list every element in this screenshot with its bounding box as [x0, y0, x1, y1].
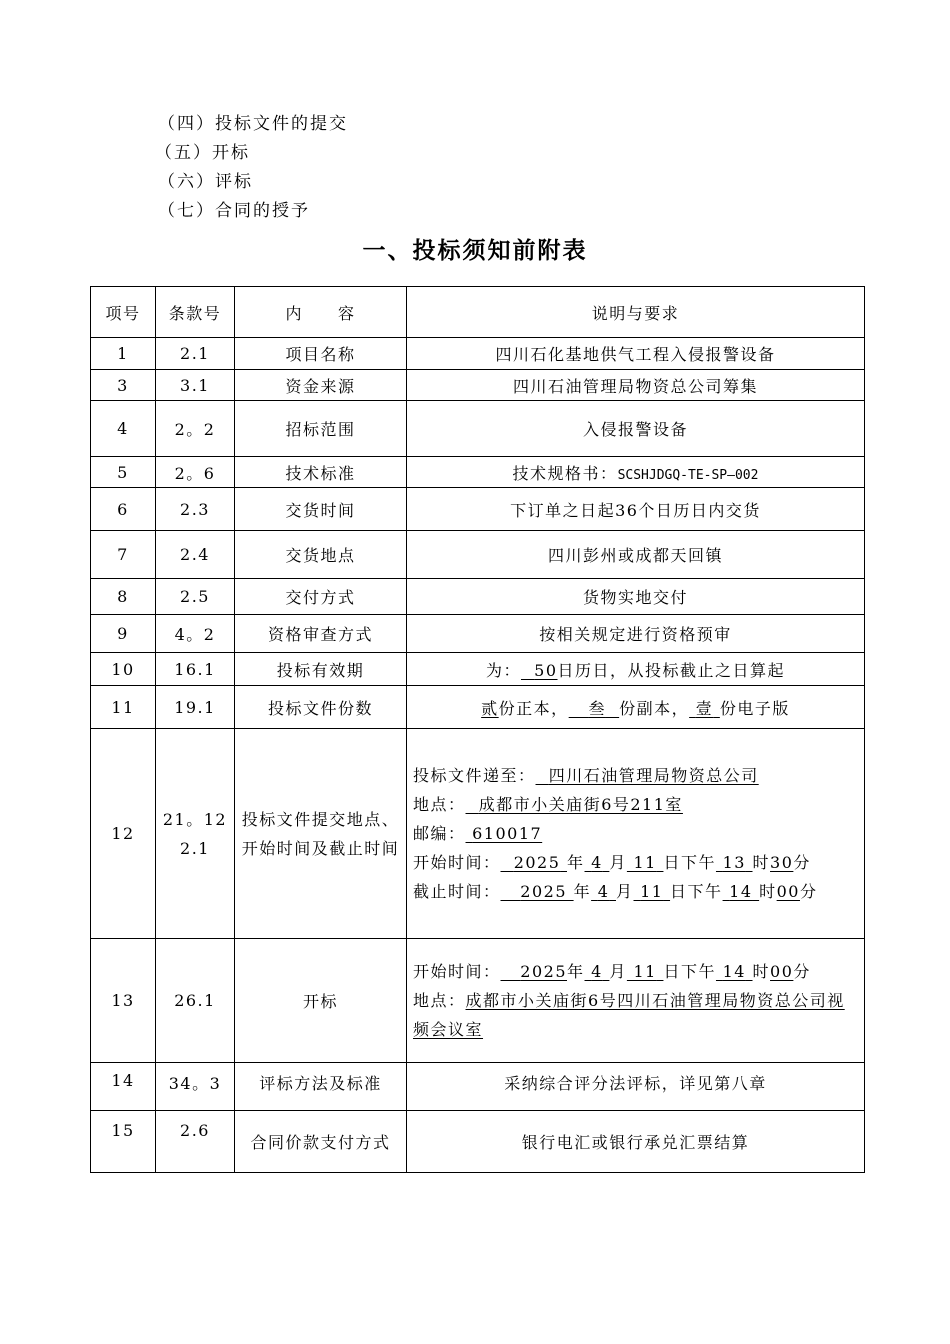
spec-label: 技术规格书： — [512, 463, 618, 483]
original-count: 贰 — [481, 698, 499, 718]
end-hour-value: 14 — [729, 882, 753, 901]
table-row — [91, 531, 865, 579]
row-desc: 四川石化基地供气工程入侵报警设备 — [407, 338, 865, 370]
row-no: 11 — [91, 686, 156, 729]
end-month-value: 4 — [597, 882, 610, 901]
clause-line: 21。12 — [162, 809, 228, 829]
row-desc — [407, 457, 865, 488]
row-no: 4 — [91, 401, 156, 457]
row-clause: 4。2 — [156, 615, 235, 653]
unit-day: 日下午 — [663, 962, 716, 981]
electronic-count — [689, 699, 720, 718]
zip-text: 610017 — [472, 824, 543, 843]
table-row — [91, 579, 865, 615]
start-year — [501, 853, 567, 872]
unit-day: 日下午 — [670, 882, 723, 901]
send-to-text: 四川石油管理局物资总公司 — [548, 766, 759, 785]
send-to-value — [536, 766, 759, 785]
opening-hour-value: 14 — [722, 962, 746, 981]
row-item: 技术标准 — [235, 457, 407, 488]
copy-count — [569, 699, 619, 718]
end-label: 截止时间： — [413, 882, 501, 901]
row-clause: 2.1 — [156, 338, 235, 370]
table-row — [91, 1111, 865, 1173]
opening-label: 开始时间： — [413, 962, 501, 981]
zip-line — [413, 819, 858, 848]
send-to-line — [413, 761, 858, 790]
start-day-value: 11 — [633, 853, 657, 872]
row-no: 5 — [91, 457, 156, 488]
row-no: 10 — [91, 653, 156, 686]
row-no: 13 — [91, 939, 156, 1063]
address-label: 地点： — [413, 795, 466, 814]
validity-prefix: 为： — [485, 660, 521, 680]
opening-time-line — [413, 957, 858, 986]
address-text: 成都市小关庙街6号211室 — [478, 795, 683, 814]
row-desc — [407, 729, 865, 939]
table-row — [91, 653, 865, 686]
zip-value — [466, 824, 543, 843]
row-desc: 银行电汇或银行承兑汇票结算 — [407, 1111, 865, 1173]
row-desc: 采纳综合评分法评标，详见第八章 — [407, 1063, 865, 1111]
row-item: 评标方法及标准 — [235, 1063, 407, 1111]
end-day — [634, 882, 671, 901]
zip-label: 邮编： — [413, 824, 466, 843]
row-item: 交货时间 — [235, 488, 407, 531]
bid-notice-table — [90, 286, 865, 1173]
row-desc — [407, 939, 865, 1063]
row-item: 交付方式 — [235, 579, 407, 615]
original-label: 份正本， — [498, 698, 569, 718]
opening-month — [585, 962, 610, 981]
opening-address: 成都市小关庙街6号四川石油管理局物资总公司视频会议室 — [413, 991, 845, 1039]
unit-month: 月 — [615, 882, 634, 901]
row-clause: 34。3 — [156, 1063, 235, 1111]
row-item: 投标有效期 — [235, 653, 407, 686]
opening-hour — [716, 962, 753, 981]
toc-list — [155, 110, 348, 226]
start-hour-value: 13 — [722, 853, 746, 872]
validity-days — [521, 661, 558, 680]
table-row — [91, 615, 865, 653]
row-clause — [156, 729, 235, 939]
row-item: 投标文件份数 — [235, 686, 407, 729]
row-clause: 2。6 — [156, 457, 235, 488]
opening-year-value: 2025 — [520, 962, 567, 981]
row-clause: 19.1 — [156, 686, 235, 729]
unit-year: 年 — [573, 882, 592, 901]
table-row — [91, 939, 865, 1063]
header-cell: 说明与要求 — [407, 287, 865, 338]
row-no: 9 — [91, 615, 156, 653]
send-to-label: 投标文件递至： — [413, 766, 536, 785]
end-minute: 00 — [776, 882, 800, 901]
toc-item: （七）合同的授予 — [158, 201, 310, 221]
opening-year — [501, 962, 567, 981]
row-desc: 四川彭州或成都天回镇 — [407, 531, 865, 579]
row-desc — [407, 686, 865, 729]
row-clause: 26.1 — [156, 939, 235, 1063]
row-clause: 16.1 — [156, 653, 235, 686]
row-no: 14 — [91, 1063, 156, 1111]
opening-day — [627, 962, 664, 981]
row-clause: 3.1 — [156, 370, 235, 401]
toc-item: （五）开标 — [155, 143, 250, 163]
row-no: 1 — [91, 338, 156, 370]
row-item: 资格审查方式 — [235, 615, 407, 653]
opening-address-line — [413, 986, 858, 1044]
row-item: 招标范围 — [235, 401, 407, 457]
row-no: 12 — [91, 729, 156, 939]
unit-hour: 时 — [752, 962, 771, 981]
row-no: 8 — [91, 579, 156, 615]
row-clause: 2.5 — [156, 579, 235, 615]
header-cell: 内 容 — [235, 287, 407, 338]
row-desc: 入侵报警设备 — [407, 401, 865, 457]
table-row — [91, 401, 865, 457]
start-label: 开始时间： — [413, 853, 501, 872]
end-hour — [723, 882, 760, 901]
opening-month-value: 4 — [591, 962, 603, 981]
table-row — [91, 686, 865, 729]
copy-label: 份副本， — [619, 698, 690, 718]
address-value — [466, 795, 683, 814]
table-row — [91, 370, 865, 401]
row-desc: 按相关规定进行资格预审 — [407, 615, 865, 653]
row-no: 3 — [91, 370, 156, 401]
copy-count-value: 叁 — [588, 698, 606, 718]
unit-month: 月 — [609, 853, 627, 872]
start-day — [627, 853, 664, 872]
page-title: 一、投标须知前附表 — [362, 238, 588, 264]
table-row — [91, 1063, 865, 1111]
unit-hour: 时 — [759, 882, 777, 901]
row-item: 合同价款支付方式 — [235, 1111, 407, 1173]
unit-minute: 分 — [793, 962, 811, 981]
row-no: 6 — [91, 488, 156, 531]
opening-address-label: 地点： — [413, 991, 466, 1010]
start-hour — [716, 853, 753, 872]
row-desc: 四川石油管理局物资总公司筹集 — [407, 370, 865, 401]
unit-minute: 分 — [793, 853, 811, 872]
opening-minute: 00 — [770, 962, 794, 981]
row-clause: 2.6 — [156, 1111, 235, 1173]
unit-minute: 分 — [799, 882, 818, 901]
row-item: 资金来源 — [235, 370, 407, 401]
row-desc: 货物实地交付 — [407, 579, 865, 615]
clause-line: 2.1 — [180, 838, 210, 858]
validity-days-value: 50 — [534, 660, 558, 680]
unit-hour: 时 — [752, 853, 771, 872]
end-time-line — [413, 877, 858, 906]
toc-item: （六）评标 — [158, 172, 253, 192]
electronic-label: 份电子版 — [719, 698, 790, 718]
table-row — [91, 488, 865, 531]
row-desc: 下订单之日起36个日历日内交货 — [407, 488, 865, 531]
table-row — [91, 729, 865, 939]
table-row — [91, 338, 865, 370]
row-item: 投标文件提交地点、开始时间及截止时间 — [235, 729, 407, 939]
table-row — [91, 457, 865, 488]
start-year-value: 2025 — [513, 853, 561, 872]
unit-month: 月 — [609, 962, 627, 981]
address-line — [413, 790, 858, 819]
start-minute: 30 — [770, 853, 794, 872]
row-no: 7 — [91, 531, 156, 579]
electronic-count-value: 壹 — [695, 698, 714, 718]
unit-year: 年 — [567, 853, 585, 872]
row-clause: 2.3 — [156, 488, 235, 531]
end-year — [501, 882, 574, 901]
end-day-value: 11 — [640, 882, 664, 901]
end-year-value: 2025 — [520, 882, 567, 901]
header-cell: 条款号 — [156, 287, 235, 338]
start-month-value: 4 — [591, 853, 603, 872]
row-item: 项目名称 — [235, 338, 407, 370]
row-item: 开标 — [235, 939, 407, 1063]
unit-day: 日下午 — [663, 853, 716, 872]
validity-suffix: 日历日，从投标截止之日算起 — [557, 660, 786, 680]
unit-year: 年 — [567, 962, 585, 981]
row-no: 15 — [91, 1111, 156, 1173]
end-month — [591, 882, 616, 901]
start-time-line — [413, 848, 858, 877]
table-header-row — [91, 287, 865, 338]
opening-day-value: 11 — [633, 962, 657, 981]
row-clause: 2.4 — [156, 531, 235, 579]
row-clause: 2。2 — [156, 401, 235, 457]
spec-code: SCSHJDGQ-TE-SP—002 — [617, 467, 759, 483]
start-month — [585, 853, 610, 872]
toc-item: （四）投标文件的提交 — [158, 114, 348, 134]
row-item: 交货地点 — [235, 531, 407, 579]
row-desc — [407, 653, 865, 686]
header-cell: 项号 — [91, 287, 156, 338]
